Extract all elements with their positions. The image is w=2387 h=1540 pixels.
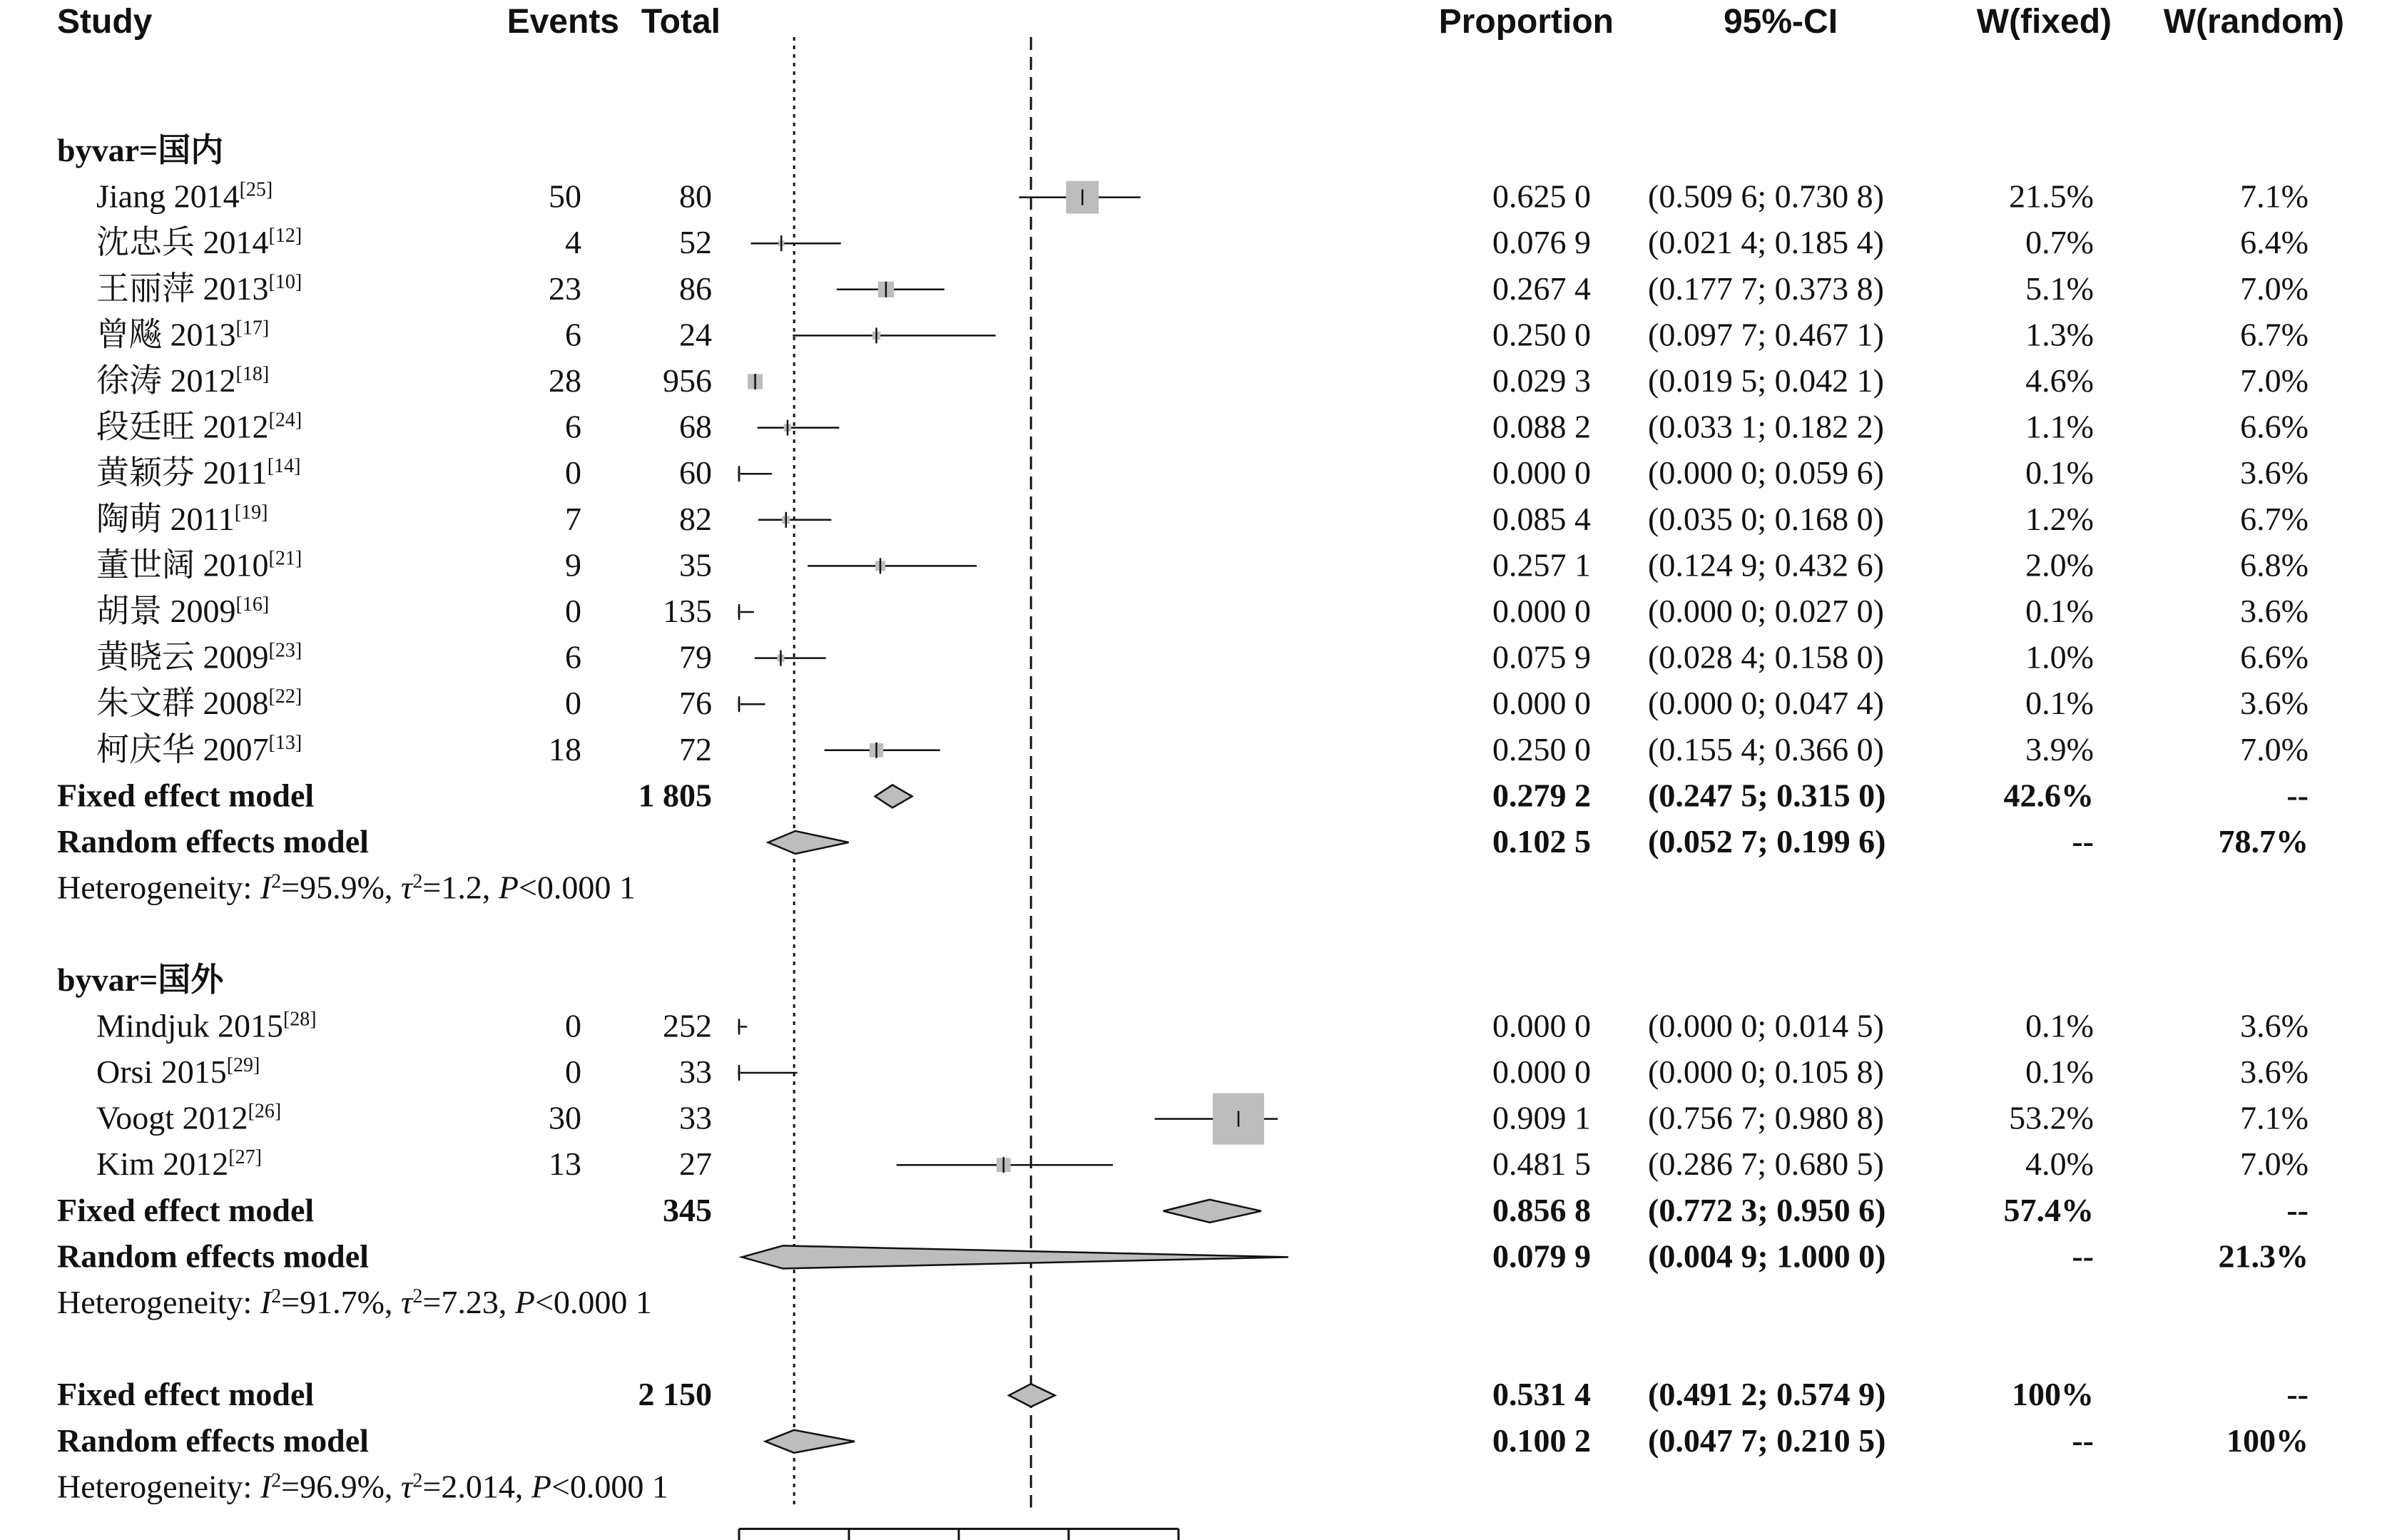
heterogeneity-part: =91.7%, — [281, 1284, 401, 1320]
study-label: 沈忠兵 2014 — [96, 224, 269, 261]
study-ref: [13] — [268, 731, 302, 754]
w-random-value: 7.0% — [2240, 1146, 2309, 1183]
total-value: 345 — [663, 1191, 712, 1228]
study-ref: [22] — [268, 685, 302, 708]
w-fixed-value: 1.1% — [2025, 408, 2094, 445]
forest-rows — [57, 132, 2309, 1504]
row-group — [57, 132, 223, 168]
row-fixed — [57, 1192, 2309, 1228]
model-label: Fixed effect model — [57, 1191, 315, 1228]
row-study — [96, 409, 2309, 445]
heterogeneity-part: =1.2, — [422, 869, 499, 906]
total-value: 60 — [679, 454, 712, 491]
proportion-value: 0.481 5 — [1492, 1146, 1591, 1183]
header-total: Total — [641, 3, 721, 41]
heterogeneity-part: Heterogeneity: — [57, 869, 260, 906]
heterogeneity-text — [57, 870, 636, 906]
heterogeneity-part: I — [260, 869, 272, 906]
w-random-value: -- — [2286, 777, 2309, 814]
proportion-value: 0.250 0 — [1492, 316, 1591, 353]
study-label: 徐涛 2012 — [96, 362, 236, 399]
model-label: Random effects model — [57, 1422, 369, 1459]
total-value: 86 — [679, 270, 712, 307]
w-fixed-value: 0.1% — [2025, 1007, 2094, 1044]
heterogeneity-part: 2 — [412, 1469, 423, 1491]
ci-value: (0.772 3; 0.950 6) — [1648, 1191, 1886, 1228]
total-value: 82 — [679, 500, 712, 537]
header-ci: 95%-CI — [1723, 3, 1838, 41]
study-label: 王丽萍 2013 — [96, 270, 269, 307]
w-random-value: 3.6% — [2240, 454, 2309, 491]
w-fixed-value: 21.5% — [2009, 178, 2094, 215]
w-random-value: 7.1% — [2240, 1099, 2309, 1136]
study-ref: [10] — [268, 270, 302, 293]
events-value: 13 — [549, 1146, 581, 1183]
events-value: 0 — [565, 685, 581, 722]
row-het — [57, 870, 636, 906]
proportion-value: 0.088 2 — [1492, 408, 1591, 445]
total-value: 33 — [679, 1054, 712, 1090]
proportion-value: 0.531 4 — [1492, 1376, 1591, 1413]
proportion-value: 0.000 0 — [1492, 593, 1591, 629]
heterogeneity-part: P — [498, 869, 519, 906]
w-random-value: 6.6% — [2240, 408, 2309, 445]
study-ref: [29] — [226, 1054, 260, 1076]
heterogeneity-text — [57, 1284, 652, 1320]
proportion-value: 0.076 9 — [1492, 224, 1591, 261]
row-het — [57, 1468, 668, 1504]
study-name — [96, 454, 300, 491]
w-random-value: 6.8% — [2240, 546, 2309, 583]
proportion-value: 0.625 0 — [1492, 178, 1591, 215]
study-label: 胡景 2009 — [96, 593, 236, 629]
x-axis — [730, 1529, 1201, 1540]
w-fixed-value: 1.3% — [2025, 316, 2094, 353]
summary-diamond — [742, 1245, 1288, 1268]
ci-value: (0.491 2; 0.574 9) — [1648, 1376, 1886, 1413]
row-study — [96, 1146, 2309, 1182]
heterogeneity-part: Heterogeneity: — [57, 1284, 260, 1320]
w-random-value: -- — [2286, 1376, 2309, 1413]
heterogeneity-part: =96.9%, — [281, 1468, 401, 1505]
total-value: 956 — [663, 362, 712, 399]
model-label: Random effects model — [57, 1238, 369, 1275]
study-label: 曾飚 2013 — [96, 316, 236, 353]
w-fixed-value: 4.0% — [2025, 1146, 2094, 1183]
proportion-value: 0.079 9 — [1492, 1238, 1591, 1275]
ci-value: (0.177 7; 0.373 8) — [1648, 270, 1884, 307]
proportion-value: 0.075 9 — [1492, 638, 1591, 675]
row-study — [96, 501, 2309, 537]
proportion-value: 0.000 0 — [1492, 685, 1591, 722]
column-headers — [57, 3, 2344, 41]
w-fixed-value: 0.1% — [2025, 593, 2094, 629]
total-value: 79 — [679, 638, 712, 675]
heterogeneity-part: τ — [400, 869, 413, 906]
w-fixed-value: 3.9% — [2025, 730, 2094, 768]
total-value: 252 — [663, 1007, 712, 1044]
heterogeneity-part: 2 — [271, 1469, 282, 1491]
row-het — [57, 1284, 652, 1320]
w-random-value: -- — [2286, 1191, 2309, 1228]
w-fixed-value: -- — [2072, 1422, 2094, 1459]
ci-value: (0.000 0; 0.105 8) — [1648, 1054, 1884, 1090]
proportion-value: 0.102 5 — [1492, 823, 1591, 860]
ci-value: (0.247 5; 0.315 0) — [1648, 777, 1886, 814]
heterogeneity-text — [57, 1468, 668, 1504]
events-value: 9 — [565, 546, 581, 583]
summary-diamond — [765, 1430, 855, 1453]
w-fixed-value: 1.0% — [2025, 638, 2094, 675]
w-random-value: 78.7% — [2218, 823, 2309, 860]
proportion-value: 0.100 2 — [1492, 1422, 1591, 1459]
w-random-value: 7.0% — [2240, 362, 2309, 399]
study-name — [96, 639, 302, 675]
w-random-value: 7.0% — [2240, 270, 2309, 307]
proportion-value: 0.856 8 — [1492, 1191, 1591, 1228]
total-value: 52 — [679, 224, 712, 261]
heterogeneity-part: <0.000 1 — [551, 1468, 668, 1505]
summary-diamond — [875, 785, 912, 807]
events-value: 6 — [565, 316, 581, 353]
w-fixed-value: 0.7% — [2025, 224, 2094, 261]
heterogeneity-part: <0.000 1 — [534, 1284, 652, 1320]
study-ref: [27] — [228, 1146, 262, 1168]
proportion-value: 0.029 3 — [1492, 362, 1591, 399]
proportion-value: 0.909 1 — [1492, 1099, 1591, 1136]
proportion-value: 0.257 1 — [1492, 546, 1591, 583]
events-value: 28 — [549, 362, 581, 399]
w-fixed-value: 0.1% — [2025, 1054, 2094, 1090]
total-value: 2 150 — [638, 1376, 712, 1413]
summary-diamond — [768, 831, 849, 854]
w-random-value: 3.6% — [2240, 1054, 2309, 1090]
w-random-value: 6.6% — [2240, 638, 2309, 675]
study-name — [96, 731, 302, 768]
ci-value: (0.021 4; 0.185 4) — [1648, 224, 1884, 261]
row-study — [96, 454, 2309, 491]
study-name — [96, 593, 269, 629]
group-label: byvar=国内 — [57, 132, 224, 168]
w-fixed-value: 0.1% — [2025, 685, 2094, 722]
row-study — [96, 1054, 2309, 1090]
ci-value: (0.509 6; 0.730 8) — [1648, 178, 1884, 215]
w-random-value: 6.4% — [2240, 224, 2309, 261]
w-random-value: 3.6% — [2240, 685, 2309, 722]
study-ref: [28] — [283, 1008, 317, 1031]
header-events: Events — [507, 3, 619, 41]
total-value: 72 — [679, 730, 712, 768]
heterogeneity-part: P — [531, 1468, 551, 1505]
ci-value: (0.035 0; 0.168 0) — [1648, 500, 1884, 537]
row-fixed — [57, 1376, 2309, 1412]
study-label: 董世阔 2010 — [96, 546, 269, 583]
model-label: Fixed effect model — [57, 777, 315, 814]
events-value: 6 — [565, 408, 581, 445]
events-value: 30 — [549, 1099, 581, 1136]
heterogeneity-part: =95.9%, — [281, 869, 401, 906]
w-fixed-value: 53.2% — [2009, 1099, 2094, 1136]
proportion-value: 0.250 0 — [1492, 730, 1591, 768]
proportion-value: 0.000 0 — [1492, 454, 1591, 491]
row-study — [96, 1093, 2309, 1145]
row-study — [96, 731, 2309, 768]
heterogeneity-part: τ — [400, 1284, 413, 1320]
total-value: 80 — [679, 178, 712, 215]
heterogeneity-part: P — [514, 1284, 535, 1320]
header-proportion: Proportion — [1438, 3, 1614, 41]
proportion-value: 0.279 2 — [1492, 777, 1591, 814]
row-study — [96, 270, 2309, 307]
row-random — [57, 1238, 2309, 1274]
summary-diamond — [1009, 1384, 1054, 1407]
row-study — [96, 593, 2309, 629]
study-ref: [25] — [239, 178, 273, 201]
w-fixed-value: -- — [2072, 1238, 2094, 1275]
header-w-fixed: W(fixed) — [1976, 3, 2112, 41]
row-study — [96, 546, 2309, 583]
row-fixed — [57, 777, 2309, 813]
group-label: byvar=国外 — [57, 961, 224, 998]
total-value: 35 — [679, 546, 712, 583]
heterogeneity-part: <0.000 1 — [518, 869, 636, 906]
study-ref: [12] — [268, 224, 302, 247]
w-fixed-value: 57.4% — [2003, 1191, 2094, 1228]
row-study — [96, 316, 2309, 352]
ci-value: (0.004 9; 1.000 0) — [1648, 1238, 1886, 1275]
total-value: 1 805 — [638, 777, 712, 814]
w-random-value: 6.7% — [2240, 500, 2309, 537]
ci-value: (0.124 9; 0.432 6) — [1648, 546, 1884, 583]
study-ref: [16] — [235, 593, 270, 616]
w-random-value: 7.1% — [2240, 178, 2309, 215]
study-label: Voogt 2012 — [96, 1099, 248, 1136]
events-value: 7 — [565, 500, 581, 537]
ci-value: (0.000 0; 0.047 4) — [1648, 685, 1884, 722]
row-study — [96, 639, 2309, 675]
w-random-value: 21.3% — [2218, 1238, 2309, 1275]
events-value: 0 — [565, 593, 581, 629]
row-study — [96, 224, 2309, 260]
ci-value: (0.033 1; 0.182 2) — [1648, 408, 1884, 445]
heterogeneity-part: 2 — [271, 1285, 282, 1307]
study-label: 段廷旺 2012 — [96, 408, 269, 445]
study-ref: [26] — [248, 1100, 282, 1123]
heterogeneity-part: =2.014, — [422, 1468, 531, 1505]
heterogeneity-part: I — [260, 1284, 272, 1320]
row-study — [96, 178, 2309, 215]
w-random-value: 7.0% — [2240, 730, 2309, 768]
heterogeneity-part: τ — [400, 1468, 413, 1505]
total-value: 24 — [679, 316, 712, 353]
events-value: 0 — [565, 1007, 581, 1044]
w-fixed-value: 5.1% — [2025, 270, 2094, 307]
row-random — [57, 823, 2309, 860]
events-value: 23 — [549, 270, 581, 307]
study-name — [96, 1007, 317, 1044]
row-study — [96, 362, 2309, 399]
study-ref: [19] — [234, 501, 268, 524]
study-name — [96, 409, 302, 445]
study-name — [96, 362, 269, 399]
study-ref: [24] — [268, 409, 302, 432]
row-study — [96, 1007, 2309, 1044]
study-label: 陶萌 2011 — [96, 500, 235, 537]
study-name — [96, 270, 302, 307]
study-name — [96, 1100, 281, 1136]
study-name — [96, 546, 302, 583]
ci-value: (0.000 0; 0.027 0) — [1648, 593, 1884, 629]
study-label: 黄颖芬 2011 — [96, 454, 268, 491]
heterogeneity-part: =7.23, — [422, 1284, 515, 1320]
ci-value: (0.286 7; 0.680 5) — [1648, 1146, 1884, 1183]
study-name — [96, 316, 269, 352]
heterogeneity-part: 2 — [271, 870, 282, 893]
study-label: Kim 2012 — [96, 1146, 229, 1183]
study-name — [96, 178, 273, 215]
events-value: 18 — [549, 730, 581, 768]
w-fixed-value: 42.6% — [2003, 777, 2094, 814]
ci-value: (0.052 7; 0.199 6) — [1648, 823, 1886, 860]
events-value: 50 — [549, 178, 581, 215]
total-value: 27 — [679, 1146, 712, 1183]
events-value: 6 — [565, 638, 581, 675]
w-random-value: 6.7% — [2240, 316, 2309, 353]
events-value: 0 — [565, 454, 581, 491]
proportion-value: 0.000 0 — [1492, 1054, 1591, 1090]
header-study: Study — [57, 3, 153, 41]
ci-value: (0.155 4; 0.366 0) — [1648, 730, 1884, 768]
study-label: Orsi 2015 — [96, 1054, 227, 1090]
study-name — [96, 1146, 262, 1182]
ci-value: (0.000 0; 0.059 6) — [1648, 454, 1884, 491]
events-value: 4 — [565, 224, 581, 261]
heterogeneity-part: 2 — [412, 1285, 423, 1307]
events-value: 0 — [565, 1054, 581, 1090]
total-value: 76 — [679, 685, 712, 722]
study-name — [96, 501, 268, 537]
study-ref: [23] — [268, 639, 302, 662]
w-fixed-value: -- — [2072, 823, 2094, 860]
heterogeneity-part: 2 — [412, 870, 423, 893]
ci-value: (0.019 5; 0.042 1) — [1648, 362, 1884, 399]
summary-diamond — [1164, 1200, 1261, 1223]
study-name — [96, 1054, 260, 1090]
model-label: Random effects model — [57, 823, 369, 860]
w-random-value: 3.6% — [2240, 1007, 2309, 1044]
study-label: Jiang 2014 — [96, 178, 240, 215]
total-value: 135 — [663, 593, 712, 629]
row-group — [57, 962, 224, 998]
proportion-value: 0.267 4 — [1492, 270, 1591, 307]
w-fixed-value: 0.1% — [2025, 454, 2094, 491]
proportion-value: 0.085 4 — [1492, 500, 1591, 537]
total-value: 33 — [679, 1099, 712, 1136]
ci-value: (0.000 0; 0.014 5) — [1648, 1007, 1884, 1044]
study-ref: [14] — [267, 454, 301, 477]
ci-value: (0.047 7; 0.210 5) — [1648, 1422, 1886, 1459]
row-random — [57, 1422, 2309, 1459]
row-study — [96, 685, 2309, 721]
w-fixed-value: 100% — [2012, 1376, 2094, 1413]
study-label: 黄晓云 2009 — [96, 638, 269, 675]
ci-value: (0.756 7; 0.980 8) — [1648, 1099, 1884, 1136]
reference-lines — [794, 37, 1031, 1507]
w-fixed-value: 4.6% — [2025, 362, 2094, 399]
heterogeneity-part: Heterogeneity: — [57, 1468, 260, 1505]
w-fixed-value: 2.0% — [2025, 546, 2094, 583]
study-ref: [17] — [235, 317, 270, 340]
study-ref: [18] — [235, 362, 270, 385]
w-random-value: 3.6% — [2240, 593, 2309, 629]
header-w-random: W(random) — [2163, 3, 2344, 41]
study-ref: [21] — [268, 547, 302, 570]
study-label: 柯庆华 2007 — [96, 730, 269, 768]
w-fixed-value: 1.2% — [2025, 500, 2094, 537]
model-label: Fixed effect model — [57, 1376, 315, 1413]
ci-value: (0.028 4; 0.158 0) — [1648, 638, 1884, 675]
w-random-value: 100% — [2226, 1422, 2309, 1459]
study-label: 朱文群 2008 — [96, 685, 269, 722]
study-name — [96, 685, 302, 721]
proportion-value: 0.000 0 — [1492, 1007, 1591, 1044]
study-label: Mindjuk 2015 — [96, 1007, 283, 1044]
study-name — [96, 224, 302, 260]
ci-value: (0.097 7; 0.467 1) — [1648, 316, 1884, 353]
total-value: 68 — [679, 408, 712, 445]
heterogeneity-part: I — [260, 1468, 272, 1505]
